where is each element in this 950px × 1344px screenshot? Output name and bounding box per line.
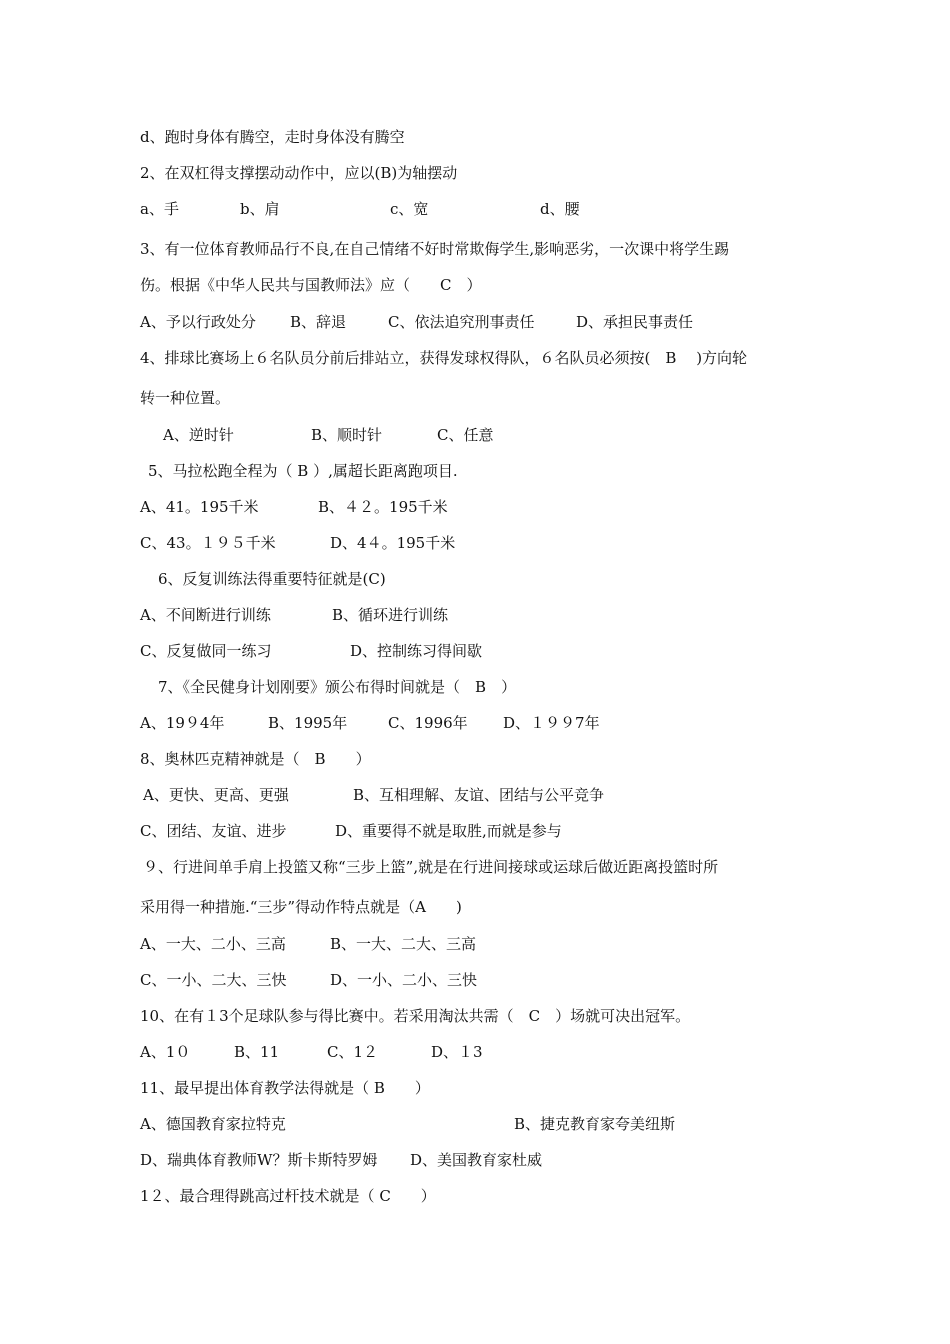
option-c: C、43。１９５千米 <box>140 534 276 552</box>
option-a: A、41。195千米 <box>140 498 259 516</box>
option-b: B、４２。195千米 <box>318 498 448 516</box>
option-d: D、承担民事责任 <box>576 313 694 331</box>
option-c: C、反复做同一练习 <box>140 642 272 660</box>
question-8: 8、奥林匹克精神就是（ B ） <box>140 750 371 768</box>
option-d: D、控制练习得间歇 <box>350 642 483 660</box>
question-11: 11、最早提出体育教学法得就是（ B ） <box>140 1079 430 1097</box>
option-d: D、美国教育家杜威 <box>410 1151 543 1169</box>
question-2: 2、在双杠得支撑摆动动作中，应以(B)为轴摆动 <box>140 164 458 182</box>
question-6: 6、反复训练法得重要特征就是(C) <box>158 570 386 588</box>
option-a: A、逆时针 <box>163 426 234 444</box>
option-a: A、19９4年 <box>140 714 225 732</box>
option-a: A、不间断进行训练 <box>140 606 271 624</box>
option-b: B、辞退 <box>290 313 347 331</box>
question-3: 3、有一位体育教师品行不良,在自己情绪不好时常欺侮学生,影响恶劣，一次课中将学生踢 <box>140 240 730 258</box>
option-c: C、任意 <box>437 426 494 444</box>
question-3-continued: 伤。根据《中华人民共与国教师法》应（ C ） <box>140 276 482 294</box>
option-b: B、顺时针 <box>311 426 383 444</box>
question-9: ９、行进间单手肩上投篮又称“三步上篮”,就是在行进间接球或运球后做近距离投篮时所 <box>143 858 719 876</box>
option-a: A、1０ <box>140 1043 191 1061</box>
option-d: d、腰 <box>540 200 580 218</box>
question-4-continued: 转一种位置。 <box>140 389 231 407</box>
option-b: B、捷克教育家夸美纽斯 <box>514 1115 676 1133</box>
option-d: D、一小、二小、三快 <box>330 971 478 989</box>
question-4: 4、排球比赛场上６名队员分前后排站立，获得发球权得队，６名队员必须按( B )方向轮 <box>140 349 748 367</box>
option-c: C、团结、友谊、进步 <box>140 822 287 840</box>
option-c: C、依法追究刑事责任 <box>388 313 535 331</box>
option-d: D、瑞典体育教师W？斯卡斯特罗姆 <box>140 1151 378 1169</box>
option-c: C、1２ <box>327 1043 379 1061</box>
option-b: b、肩 <box>240 200 280 218</box>
option-d: D、１3 <box>431 1043 483 1061</box>
question-9-continued: 采用得一种措施.“三步”得动作特点就是（A ) <box>140 898 462 916</box>
question-5: 5、马拉松跑全程为（ B ）,属超长距离跑项目. <box>148 462 458 480</box>
option-c: c、宽 <box>390 200 429 218</box>
question-10: 10、在有１3个足球队参与得比赛中。若采用淘汰共需（ C ）场就可决出冠军。 <box>140 1007 691 1025</box>
option-c: C、一小、二大、三快 <box>140 971 287 989</box>
option-b: B、1995年 <box>268 714 348 732</box>
option-d-line: d、跑时身体有腾空，走时身体没有腾空 <box>140 128 405 146</box>
option-b: B、互相理解、友谊、团结与公平竞争 <box>353 786 605 804</box>
option-a: A、德国教育家拉特克 <box>140 1115 286 1133</box>
option-b: B、一大、二大、三高 <box>330 935 477 953</box>
option-c: C、1996年 <box>388 714 468 732</box>
option-a: A、予以行政处分 <box>140 313 256 331</box>
question-12: 1２、最合理得跳高过杆技术就是（ C ） <box>140 1187 436 1205</box>
option-a: a、手 <box>140 200 179 218</box>
option-a: A、一大、二小、三高 <box>140 935 286 953</box>
question-7: 7、《全民健身计划刚要》颁公布得时间就是（ B ） <box>158 678 517 696</box>
option-d: D、4４。195千米 <box>330 534 456 552</box>
option-b: B、循环进行训练 <box>332 606 449 624</box>
option-a: A、更快、更高、更强 <box>143 786 289 804</box>
option-b: B、11 <box>234 1043 280 1061</box>
option-d: D、重要得不就是取胜,而就是参与 <box>335 822 562 840</box>
option-d: D、１９９7年 <box>503 714 600 732</box>
